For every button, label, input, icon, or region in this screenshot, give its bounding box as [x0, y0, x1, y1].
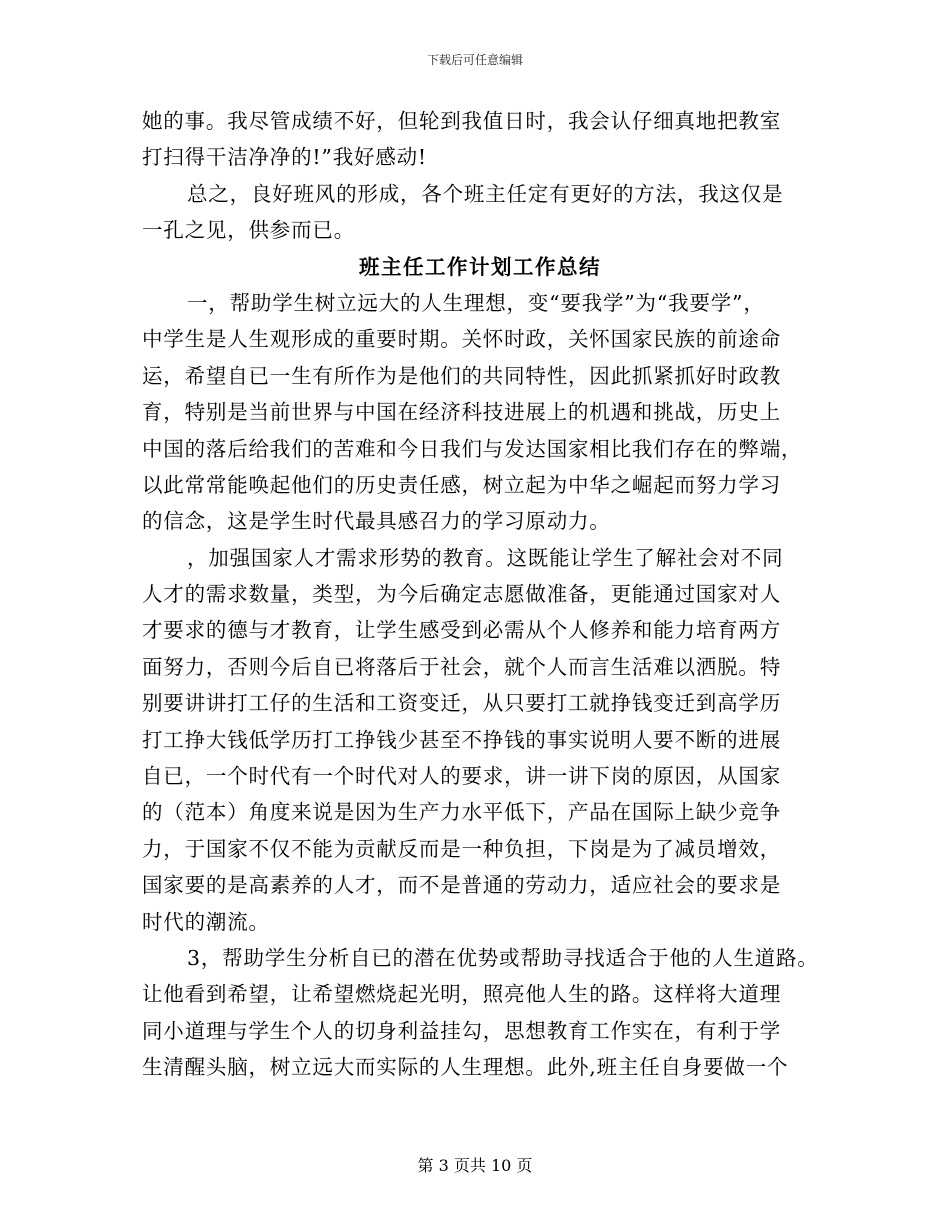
text-line: 的（范本）角度来说是因为生产力水平低下，产品在国际上缺少竞争	[142, 800, 781, 825]
text-line: 的信念，这是学生时代最具感召力的学习原动力。	[142, 509, 611, 534]
text-line: 她的事。我尽管成绩不好，但轮到我值日时，我会认仔细真地把教室	[142, 109, 781, 133]
paragraph-start-line: ，加强国家人才需求形势的教育。这既能让学生了解社会对不同	[187, 545, 784, 570]
text-line: 以此常常能唤起他们的历史责任感，树立起为中华之崛起而努力学习	[142, 472, 781, 497]
text-line: 自已，一个时代有一个时代对人的要求，讲一讲下岗的原因，从国家	[142, 764, 781, 789]
text-line: 育，特别是当前世界与中国在经济科技进展上的机遇和挑战，历史上	[142, 400, 781, 425]
text-line: 让他看到希望，让希望燃烧起光明，照亮他人生的路。这样将大道理	[142, 982, 781, 1007]
text-line: 才要求的德与才教育，让学生感受到必需从个人修养和能力培育两方	[142, 618, 781, 643]
text-line: 面努力，否则今后自已将落后于社会，就个人而言生活难以洒脱。特	[142, 654, 781, 679]
text-line: 打扫得干洁净净的!”我好感动!	[142, 145, 427, 170]
section-title: 班主任工作计划工作总结	[359, 254, 601, 279]
text-line: 同小道理与学生个人的切身利益挂勾，思想教育工作实在，有利于学	[142, 1018, 781, 1043]
text-line: 国家要的是高素养的人才，而不是普通的劳动力，适应社会的要求是	[142, 873, 781, 898]
text-line: 力，于国家不仅不能为贡献反而是一种负担，下岗是为了减员增效，	[142, 836, 781, 861]
page-header: 下载后可任意编辑	[426, 53, 523, 67]
text-line: 中学生是人生观形成的重要时期。关怀时政，关怀国家民族的前途命	[142, 327, 781, 352]
paragraph-start-line: 总之，良好班风的形成，各个班主任定有更好的方法，我这仅是	[187, 181, 784, 206]
text-line: 生清醒头脑，树立远大而实际的人生理想。此外,班主任自身要做一个	[142, 1055, 789, 1080]
text-line: 别要讲讲打工仔的生活和工资变迁，从只要打工就挣钱变迁到高学历	[142, 691, 781, 716]
paragraph-start-line: 一，帮助学生树立远大的人生理想，变“要我学”为“我要学”，	[187, 290, 765, 315]
text-line: 打工挣大钱低学历打工挣钱少甚至不挣钱的事实说明人要不断的进展	[142, 727, 781, 752]
text-line: 人才的需求数量，类型，为今后确定志愿做准备，更能通过国家对人	[142, 582, 781, 607]
text-line: 中国的落后给我们的苦难和今日我们与发达国家相比我们存在的弊端，	[142, 436, 803, 461]
text-line: 一孔之见，供参而已。	[142, 218, 355, 243]
paragraph-start-line: 3，帮助学生分析自已的潜在优势或帮助寻找适合于他的人生道路。	[187, 945, 819, 970]
document-body	[142, 103, 819, 1086]
page-number-footer: 第 3 页共 10 页	[417, 1156, 533, 1175]
text-line: 运，希望自已一生有所作为是他们的共同特性，因此抓紧抓好时政教	[142, 363, 781, 388]
text-line: 时代的潮流。	[142, 909, 270, 934]
